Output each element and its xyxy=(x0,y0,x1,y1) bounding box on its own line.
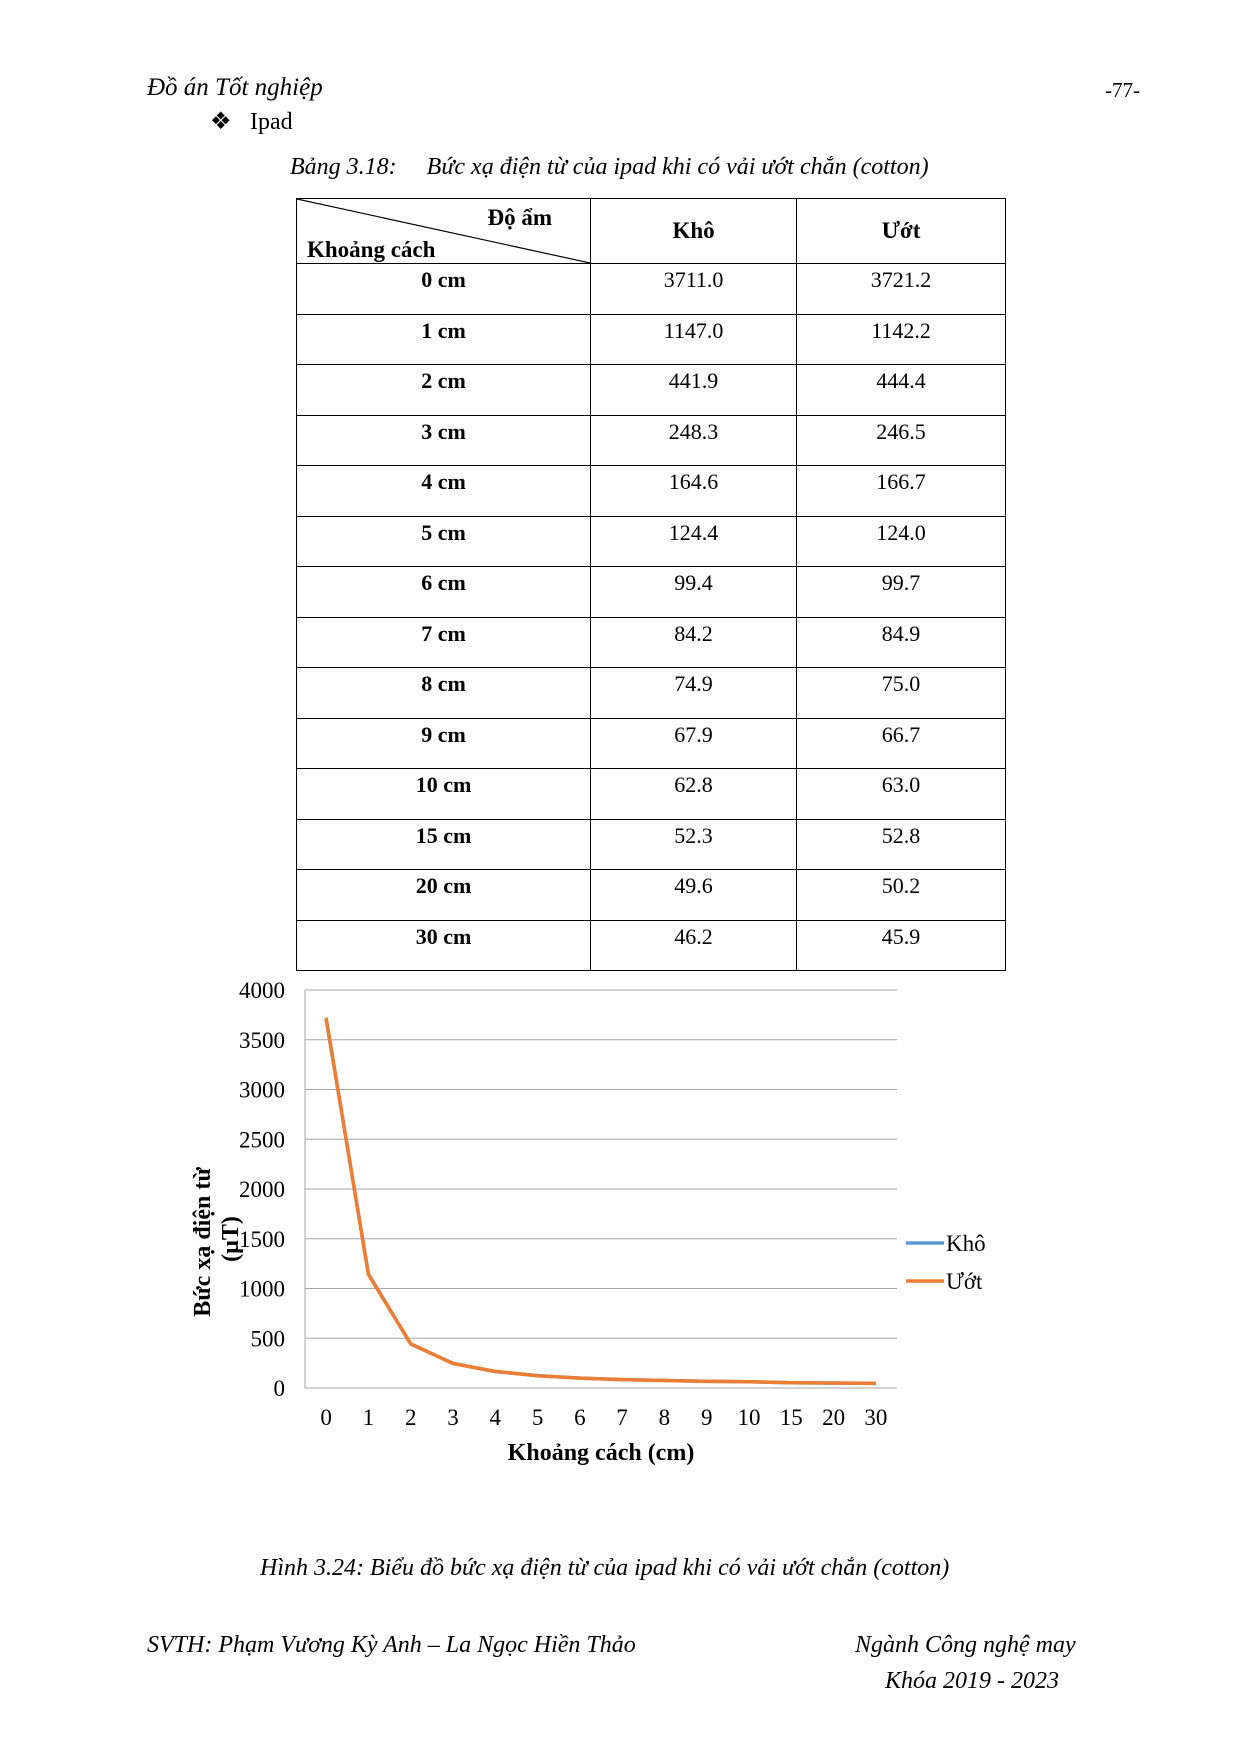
uot-value-cell: 75.0 xyxy=(797,668,1006,719)
distance-cell: 30 cm xyxy=(297,920,591,971)
distance-cell: 0 cm xyxy=(297,264,591,315)
uot-value-cell: 84.9 xyxy=(797,617,1006,668)
uot-value-cell: 166.7 xyxy=(797,466,1006,517)
series-line-kho xyxy=(326,1019,876,1384)
kho-value-cell: 441.9 xyxy=(591,365,797,416)
x-tick-label: 9 xyxy=(700,1405,713,1430)
x-axis-label: Khoảng cách (cm) xyxy=(507,1440,695,1466)
data-table xyxy=(296,198,1006,971)
page-header-title: Đồ án Tốt nghiệp xyxy=(147,74,323,101)
x-tick-label: 1 xyxy=(362,1405,375,1430)
table-row xyxy=(297,718,1006,769)
kho-value-cell: 46.2 xyxy=(591,920,797,971)
footer-cohort: Khóa 2019 - 2023 xyxy=(885,1668,1059,1694)
uot-value-cell: 444.4 xyxy=(797,365,1006,416)
x-tick-label: 2 xyxy=(404,1405,417,1430)
kho-value-cell: 164.6 xyxy=(591,466,797,517)
table-caption-label: Bảng 3.18: xyxy=(290,154,397,180)
table-row xyxy=(297,617,1006,668)
distance-cell: 4 cm xyxy=(297,466,591,517)
table-row xyxy=(297,819,1006,870)
kho-value-cell: 67.9 xyxy=(591,718,797,769)
x-tick-label: 10 xyxy=(737,1405,761,1430)
distance-cell: 6 cm xyxy=(297,567,591,618)
table-row xyxy=(297,769,1006,820)
table-caption-text: Bức xạ điện từ của ipad khi có vải ướt chắn (cotton) xyxy=(426,154,929,180)
distance-cell: 5 cm xyxy=(297,516,591,567)
x-tick-label: 4 xyxy=(489,1405,502,1430)
uot-value-cell: 246.5 xyxy=(797,415,1006,466)
table-header-row xyxy=(297,199,1006,264)
x-tick-label: 5 xyxy=(531,1405,544,1430)
x-tick-label: 7 xyxy=(616,1405,628,1430)
y-tick-label: 2500 xyxy=(239,1127,285,1153)
distance-cell: 3 cm xyxy=(297,415,591,466)
table-row xyxy=(297,466,1006,517)
y-axis-label-line2: (µT) xyxy=(218,1216,244,1262)
distance-cell: 9 cm xyxy=(297,718,591,769)
corner-distance-label: Khoảng cách xyxy=(307,237,436,262)
kho-value-cell: 99.4 xyxy=(591,567,797,618)
distance-cell: 10 cm xyxy=(297,769,591,820)
y-tick-label: 4000 xyxy=(239,978,285,1003)
uot-value-cell: 52.8 xyxy=(797,819,1006,870)
uot-value-cell: 1142.2 xyxy=(797,314,1006,365)
y-tick-label: 1000 xyxy=(239,1276,285,1302)
uot-value-cell: 66.7 xyxy=(797,718,1006,769)
kho-value-cell: 84.2 xyxy=(591,617,797,668)
x-tick-label: 6 xyxy=(574,1405,586,1430)
table-row xyxy=(297,567,1006,618)
figure-caption: Hình 3.24: Biểu đồ bức xạ điện từ của ipad khi có vải ướt chắn (cotton) xyxy=(260,1555,950,1581)
line-chart xyxy=(170,975,1050,1515)
kho-value-cell: 124.4 xyxy=(591,516,797,567)
uot-value-cell: 45.9 xyxy=(797,920,1006,971)
distance-cell: 1 cm xyxy=(297,314,591,365)
y-tick-label: 3500 xyxy=(239,1027,285,1053)
x-tick-label: 3 xyxy=(447,1405,459,1430)
table-row xyxy=(297,415,1006,466)
distance-cell: 7 cm xyxy=(297,617,591,668)
distance-cell: 15 cm xyxy=(297,819,591,870)
footer-major: Ngành Công nghệ may xyxy=(855,1632,1076,1658)
uot-value-cell: 3721.2 xyxy=(797,264,1006,315)
distance-cell: 20 cm xyxy=(297,870,591,921)
table-corner-cell xyxy=(297,199,591,264)
column-header-uot: Ướt xyxy=(797,199,1006,264)
table-caption xyxy=(290,154,929,181)
x-tick-label: 15 xyxy=(779,1405,803,1430)
kho-value-cell: 49.6 xyxy=(591,870,797,921)
bullet-icon: ❖ xyxy=(210,109,232,135)
column-header-kho: Khô xyxy=(591,199,797,264)
table-row xyxy=(297,365,1006,416)
x-tick-label: 20 xyxy=(822,1405,846,1430)
kho-value-cell: 62.8 xyxy=(591,769,797,820)
x-tick-label: 0 xyxy=(320,1405,332,1430)
table-row xyxy=(297,870,1006,921)
legend-label: Khô xyxy=(946,1231,986,1256)
kho-value-cell: 52.3 xyxy=(591,819,797,870)
kho-value-cell: 3711.0 xyxy=(591,264,797,315)
y-tick-label: 1500 xyxy=(239,1226,285,1252)
distance-cell: 8 cm xyxy=(297,668,591,719)
x-tick-label: 30 xyxy=(864,1405,888,1430)
section-heading xyxy=(210,107,293,136)
series-line-uot xyxy=(326,1018,876,1384)
uot-value-cell: 124.0 xyxy=(797,516,1006,567)
table-row xyxy=(297,516,1006,567)
x-tick-label: 8 xyxy=(658,1405,671,1430)
footer-authors: SVTH: Phạm Vương Kỳ Anh – La Ngọc Hiền Thảo xyxy=(147,1632,636,1658)
kho-value-cell: 1147.0 xyxy=(591,314,797,365)
y-tick-label: 2000 xyxy=(239,1177,285,1202)
table-row xyxy=(297,264,1006,315)
table-row xyxy=(297,314,1006,365)
table-row xyxy=(297,668,1006,719)
uot-value-cell: 99.7 xyxy=(797,567,1006,618)
y-axis-label-line1: Bức xạ điện từ xyxy=(190,1167,216,1317)
y-tick-label: 500 xyxy=(250,1326,285,1352)
kho-value-cell: 74.9 xyxy=(591,668,797,719)
uot-value-cell: 63.0 xyxy=(797,769,1006,820)
section-title: Ipad xyxy=(250,109,293,135)
corner-humidity-label: Độ ẩm xyxy=(487,205,552,230)
page-number: -77- xyxy=(1105,78,1140,102)
y-tick-label: 0 xyxy=(273,1376,285,1401)
uot-value-cell: 50.2 xyxy=(797,870,1006,921)
legend-label: Ướt xyxy=(946,1269,983,1294)
distance-cell: 2 cm xyxy=(297,365,591,416)
y-axis-label xyxy=(190,1161,244,1316)
y-tick-label: 3000 xyxy=(239,1077,285,1103)
kho-value-cell: 248.3 xyxy=(591,415,797,466)
table-row xyxy=(297,920,1006,971)
